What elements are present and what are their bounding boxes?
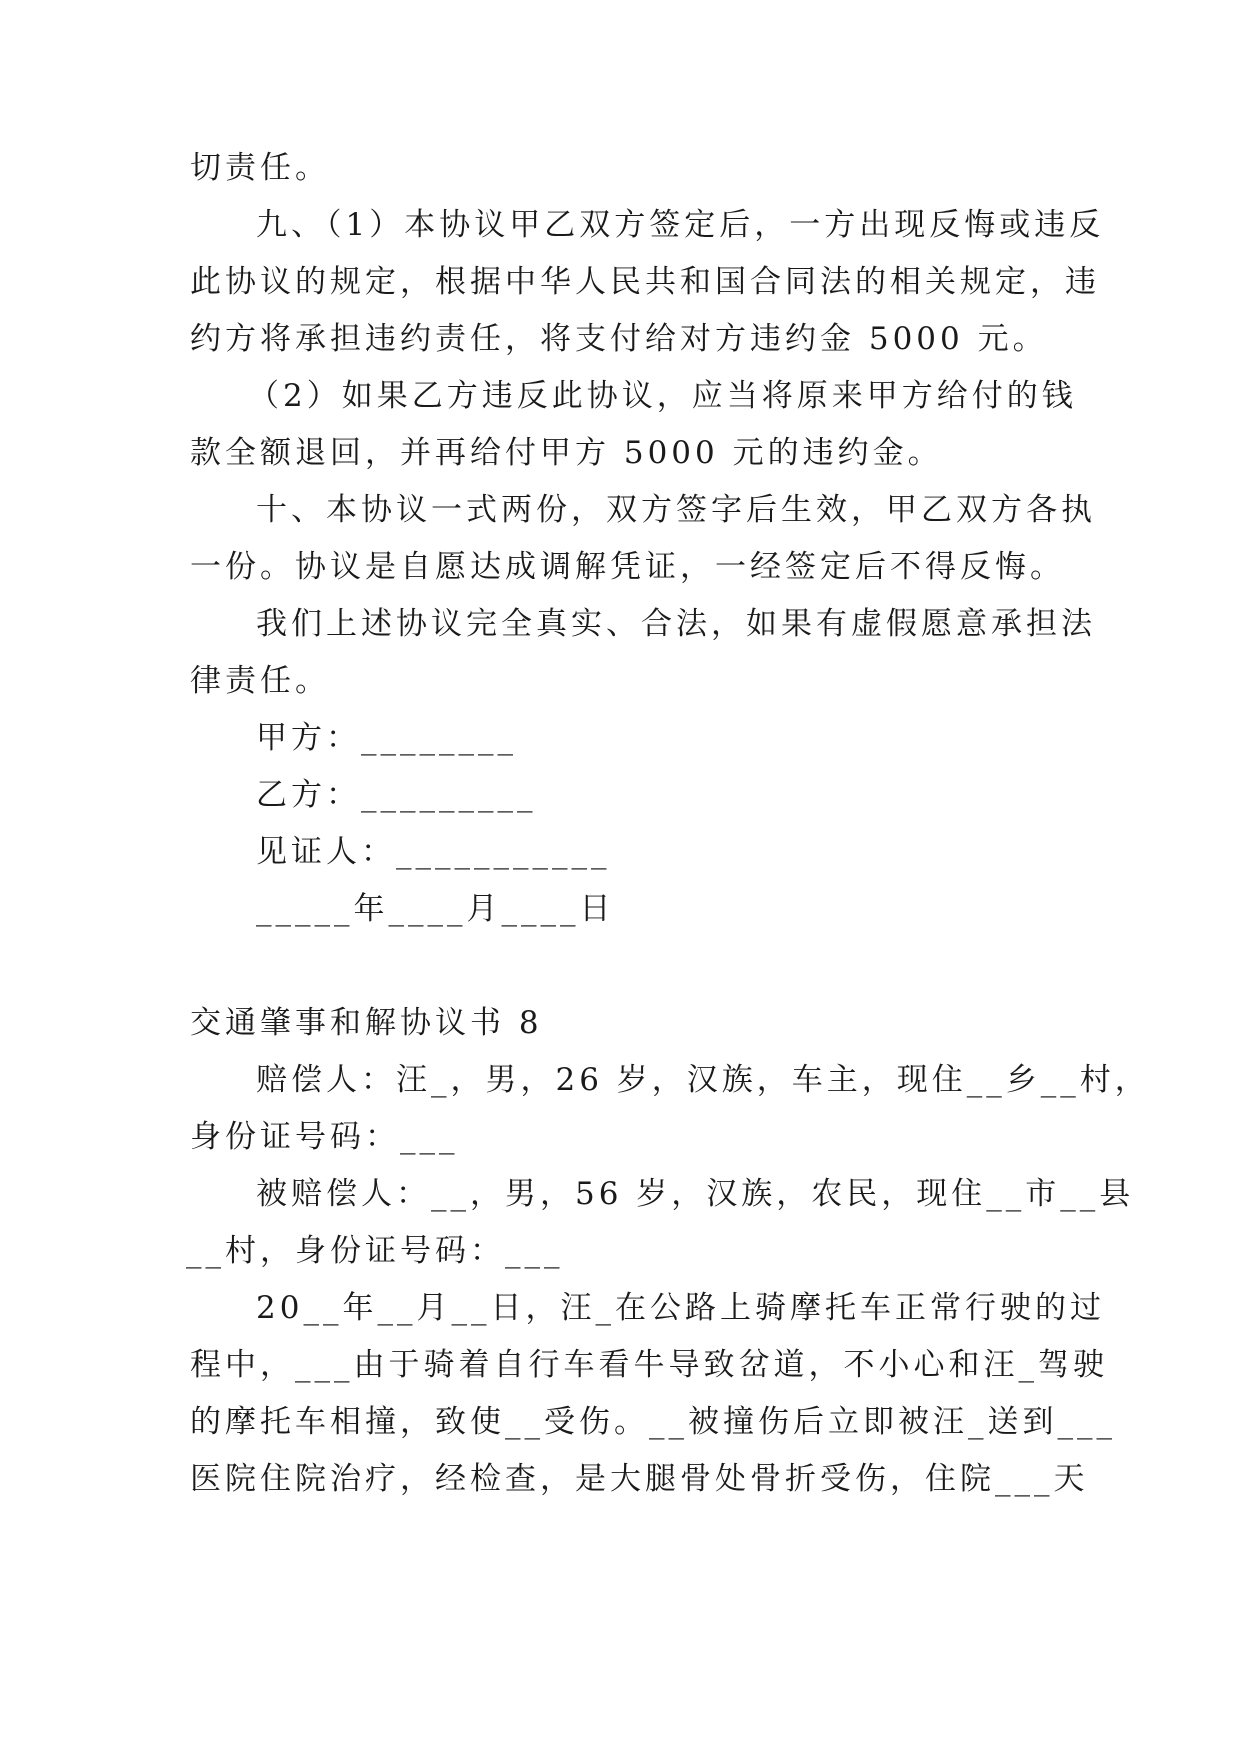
text-line: 被赔偿人：__，男，56 岁，汉族，农民，现住__市__县 bbox=[256, 1176, 1135, 1212]
text-line: 赔偿人：汪_，男，26 岁，汉族，车主，现住__乡__村， bbox=[256, 1062, 1150, 1098]
text-line: 约方将承担违约责任，将支付给对方违约金 5000 元。 bbox=[190, 321, 1048, 357]
signature-date: _____年____月____日 bbox=[256, 891, 615, 927]
text-line: 身份证号码：___ bbox=[190, 1119, 459, 1155]
text-line: 的摩托车相撞，致使__受伤。__被撞伤后立即被汪_送到___ bbox=[190, 1404, 1116, 1440]
text-line: 此协议的规定，根据中华人民共和国合同法的相关规定，违 bbox=[190, 264, 1100, 300]
text-line: 程中，___由于骑着自行车看牛导致岔道，不小心和汪_驾驶 bbox=[190, 1347, 1108, 1383]
text-line: （2）如果乙方违反此协议，应当将原来甲方给付的钱 bbox=[248, 378, 1077, 414]
text-line: 20__年__月__日，汪_在公路上骑摩托车正常行驶的过 bbox=[256, 1290, 1105, 1326]
text-line: 十、本协议一式两份，双方签字后生效，甲乙双方各执 bbox=[256, 492, 1096, 528]
text-line: 医院住院治疗，经检查，是大腿骨处骨折受伤，住院___天 bbox=[190, 1461, 1089, 1497]
text-line: 我们上述协议完全真实、合法，如果有虚假愿意承担法 bbox=[256, 606, 1096, 642]
signature-party-a: 甲方：________ bbox=[256, 720, 517, 756]
text-line: 九、（1）本协议甲乙双方签定后，一方出现反悔或违反 bbox=[256, 207, 1105, 243]
text-line: 律责任。 bbox=[190, 663, 330, 699]
section-title: 交通肇事和解协议书 8 bbox=[190, 1005, 543, 1041]
text-line: 一份。协议是自愿达成调解凭证，一经签定后不得反悔。 bbox=[190, 549, 1065, 585]
text-line: 款全额退回，并再给付甲方 5000 元的违约金。 bbox=[190, 435, 943, 471]
text-line: __村，身份证号码：___ bbox=[186, 1233, 564, 1269]
signature-witness: 见证人：___________ bbox=[256, 834, 611, 870]
text-line: 切责任。 bbox=[190, 150, 330, 186]
signature-party-b: 乙方：_________ bbox=[256, 777, 537, 813]
